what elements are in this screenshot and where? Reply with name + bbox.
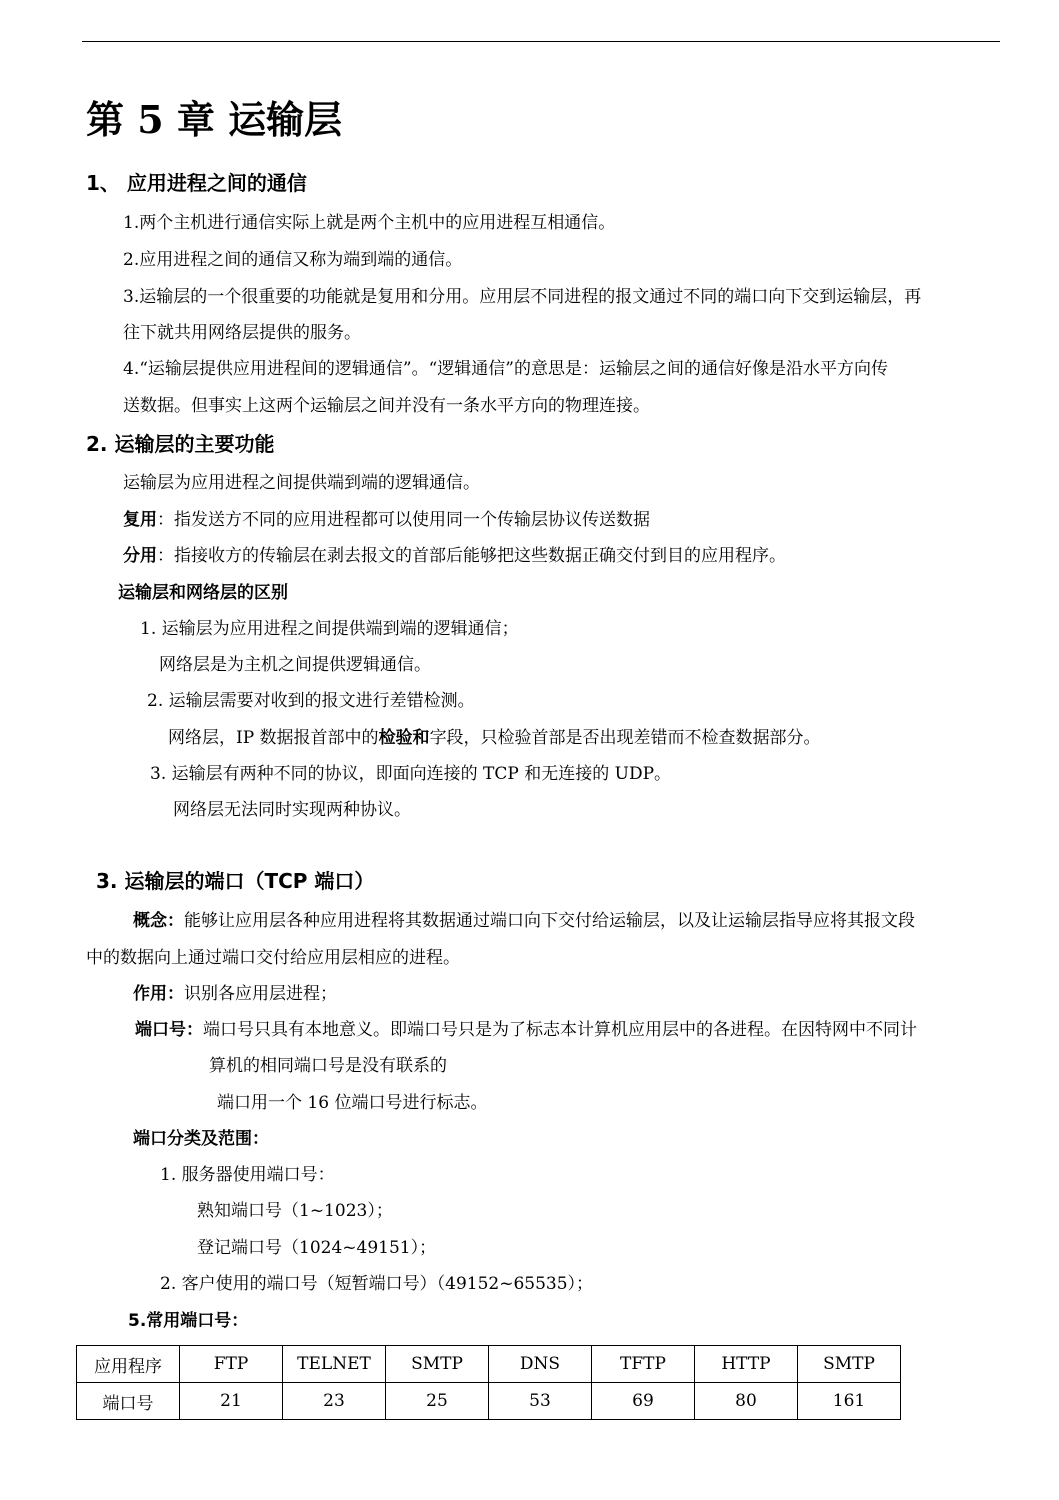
table-row-ports [77, 1383, 901, 1420]
s3-portno-c: 端口用一个 16 位端口号进行标志。 [217, 1093, 488, 1113]
s1-para-1: 1.两个主机进行通信实际上就是两个主机中的应用进程互相通信。 [123, 213, 616, 233]
table-cell: FTP [180, 1346, 283, 1383]
table-cell: SMTP [798, 1346, 901, 1383]
table-cell: 69 [592, 1383, 695, 1420]
s1-para-4b: 送数据。但事实上这两个运输层之间并没有一条水平方向的物理连接。 [123, 396, 650, 416]
table-cell: 161 [798, 1383, 901, 1420]
s2-diff-2b-post: 字段，只检验首部是否出现差错而不检查数据部分。 [429, 728, 821, 748]
s3-portno-b: 算机的相同端口号是没有联系的 [209, 1056, 447, 1076]
s2-diff-1b: 网络层是为主机之间提供逻辑通信。 [159, 655, 431, 675]
s2-intro: 运输层为应用进程之间提供端到端的逻辑通信。 [123, 473, 480, 493]
s2-demux-line [123, 545, 786, 567]
table-cell: 23 [283, 1383, 386, 1420]
s3-portno-label: 端口号： [135, 1020, 203, 1040]
s3-range-1b: 登记端口号（1024~49151）； [197, 1238, 437, 1258]
table-cell-app-label: 应用程序 [77, 1346, 180, 1383]
section-1-title: 1、 应用进程之间的通信 [86, 171, 307, 195]
s1-para-3a: 3.运输层的一个很重要的功能就是复用和分用。应用层不同进程的报文通过不同的端口向下交到运输层，再 [123, 287, 922, 307]
s2-diff-2b [168, 727, 821, 749]
s2-diff-3b: 网络层无法同时实现两种协议。 [173, 800, 411, 820]
table-cell: 21 [180, 1383, 283, 1420]
s3-role-text: 识别各应用层进程； [184, 984, 337, 1004]
s3-role-line [133, 983, 337, 1005]
s2-demux-label: 分用 [123, 546, 157, 566]
top-rule [82, 41, 1000, 42]
table-cell: 53 [489, 1383, 592, 1420]
s3-concept-label: 概念： [133, 911, 184, 931]
s3-portno-a: 端口号只具有本地意义。即端口号只是为了标志本计算机应用层中的各进程。在因特网中不同计 [203, 1020, 917, 1040]
s2-diff-3: 3. 运输层有两种不同的协议，即面向连接的 TCP 和无连接的 UDP。 [150, 764, 672, 784]
s2-mux-label: 复用 [123, 510, 157, 530]
s3-range-1a: 熟知端口号（1~1023）； [197, 1201, 393, 1221]
table-cell: TELNET [283, 1346, 386, 1383]
s2-demux-text: ：指接收方的传输层在剥去报文的首部后能够把这些数据正确交付到目的应用程序。 [157, 546, 786, 566]
s2-diff-1: 1. 运输层为应用进程之间提供端到端的逻辑通信； [140, 619, 519, 639]
chapter-title: 第 5 章 运输层 [86, 97, 343, 142]
s3-concept-b: 中的数据向上通过端口交付给应用层相应的进程。 [86, 948, 460, 968]
s2-diff-2: 2. 运输层需要对收到的报文进行差错检测。 [147, 691, 475, 711]
s2-diff-2b-pre: 网络层，IP 数据报首部中的 [168, 728, 379, 748]
s3-range-2: 2. 客户使用的端口号（短暂端口号）（49152~65535）； [160, 1274, 594, 1294]
s1-para-4a: 4.“运输层提供应用进程间的逻辑通信”。“逻辑通信”的意思是：运输层之间的通信好像是沿水平方向传 [123, 359, 888, 379]
table-cell: 25 [386, 1383, 489, 1420]
table-cell: HTTP [695, 1346, 798, 1383]
s3-common-title: 5.常用端口号： [128, 1311, 249, 1331]
s2-diff-title: 运输层和网络层的区别 [118, 583, 288, 603]
s3-concept-a: 能够让应用层各种应用进程将其数据通过端口向下交付给运输层，以及让运输层指导应将其报文段 [184, 911, 915, 931]
table-cell: DNS [489, 1346, 592, 1383]
section-3-title: 3. 运输层的端口（TCP 端口） [96, 869, 375, 893]
table-cell: SMTP [386, 1346, 489, 1383]
s3-range-title: 端口分类及范围： [133, 1129, 269, 1149]
s1-para-3b: 往下就共用网络层提供的服务。 [123, 323, 361, 343]
s2-diff-2b-bold: 检验和 [378, 728, 430, 748]
s3-portno-line [135, 1019, 917, 1041]
s3-concept-line [133, 910, 915, 932]
section-2-title: 2. 运输层的主要功能 [86, 432, 275, 456]
s1-para-2: 2.应用进程之间的通信又称为端到端的通信。 [123, 250, 463, 270]
table-cell: TFTP [592, 1346, 695, 1383]
port-table [76, 1345, 901, 1420]
table-cell: 80 [695, 1383, 798, 1420]
s3-range-1: 1. 服务器使用端口号： [160, 1165, 335, 1185]
table-row-apps [77, 1346, 901, 1383]
table-cell-port-label: 端口号 [77, 1383, 180, 1420]
s3-role-label: 作用： [133, 984, 184, 1004]
s2-mux-text: ：指发送方不同的应用进程都可以使用同一个传输层协议传送数据 [157, 510, 650, 530]
s2-mux-line [123, 509, 650, 531]
